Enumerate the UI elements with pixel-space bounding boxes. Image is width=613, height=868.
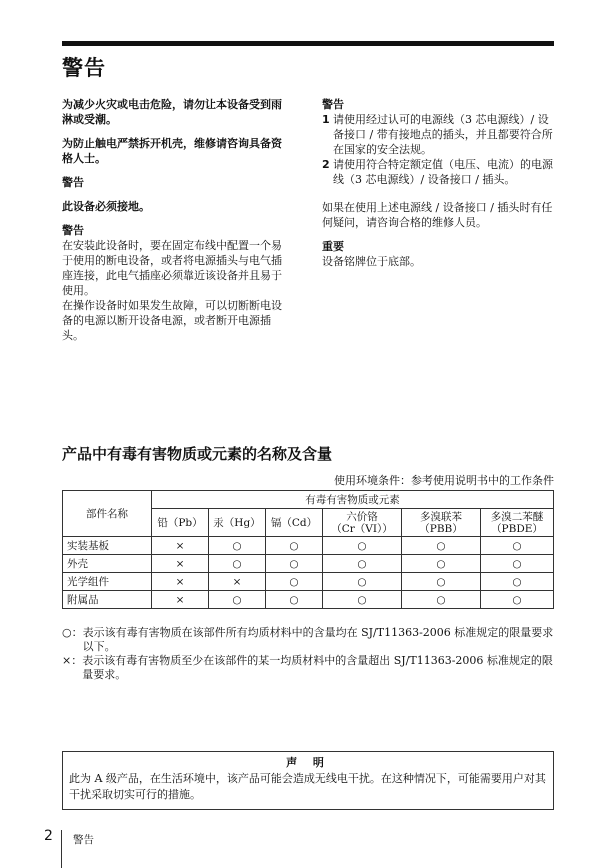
table-cell: ○ xyxy=(402,573,481,591)
table-cell: ○ xyxy=(266,591,323,609)
page-title: 警告 xyxy=(62,56,106,80)
column-header: 六价铬 （Cr（VI）） xyxy=(323,509,402,537)
table-cell: ○ xyxy=(209,591,266,609)
table-row xyxy=(63,573,554,591)
column-header: 多溴联苯 （PBB） xyxy=(402,509,481,537)
part-name-cell: 光学组件 xyxy=(63,573,152,591)
table-cell: ○ xyxy=(323,573,402,591)
rain-warning-text: 为减少火灾或电击危险，请勿让本设备受到雨淋或受潮。 xyxy=(62,98,282,126)
list-item-number: 2 xyxy=(322,158,330,171)
part-name-cell: 实装基板 xyxy=(63,537,152,555)
table-cell: × xyxy=(209,573,266,591)
list-item xyxy=(322,157,554,187)
part-name-cell: 附属品 xyxy=(63,591,152,609)
footer-divider xyxy=(61,830,62,868)
warning-heading-2: 警告 xyxy=(62,224,84,237)
question-text: 如果在使用上述电源线 / 设备接口 / 插头时有任何疑问，请咨询合格的维修人员。 xyxy=(322,201,553,229)
table-cell: × xyxy=(152,537,209,555)
table-row xyxy=(63,591,554,609)
table-cell: ○ xyxy=(266,555,323,573)
table-cell: ○ xyxy=(402,555,481,573)
table-row xyxy=(63,555,554,573)
table-cell: × xyxy=(152,555,209,573)
footer-label: 警告 xyxy=(73,834,94,846)
part-name-header: 部件名称 xyxy=(63,491,152,537)
table-cell: ○ xyxy=(402,537,481,555)
table-cell: ○ xyxy=(209,555,266,573)
note-item xyxy=(62,626,554,654)
table-cell: ○ xyxy=(481,537,554,555)
column-header: 铅（Pb） xyxy=(152,509,209,537)
right-column xyxy=(322,97,554,269)
table-cell: ○ xyxy=(481,591,554,609)
statement-box xyxy=(62,751,554,810)
list-item-text: 请使用符合特定额定值（电压、电流）的电源线（3 芯电源线）/ 设备接口 / 插头。 xyxy=(333,158,553,186)
malfunction-text: 在操作设备时如果发生故障，可以切断断电设备的电源以断开设备电源，或者断开电源插头。 xyxy=(62,299,282,342)
env-conditions: 使用环境条件：参考使用说明书中的工作条件 xyxy=(334,474,554,487)
table-cell: ○ xyxy=(481,573,554,591)
circle-symbol: ○： xyxy=(62,626,83,639)
table-cell: × xyxy=(152,591,209,609)
cross-symbol: ×： xyxy=(62,654,83,667)
column-header: 多溴二苯醚 （PBDE） xyxy=(481,509,554,537)
substances-group-header: 有毒有害物质或元素 xyxy=(152,491,554,509)
important-text: 设备铭牌位于底部。 xyxy=(322,255,421,268)
table-cell: ○ xyxy=(266,573,323,591)
table-cell: ○ xyxy=(323,537,402,555)
table-cell: ○ xyxy=(402,591,481,609)
installation-text: 在安装此设备时，要在固定布线中配置一个易于使用的断电设备，或者将电源插头与电气插座连接，此电气插座必须靠近该设备并且易于使用。 xyxy=(62,239,282,297)
grounding-text: 此设备必须接地。 xyxy=(62,200,150,213)
section-title: 产品中有毒有害物质或元素的名称及含量 xyxy=(62,445,333,463)
hazardous-substances-table xyxy=(62,490,554,609)
table-cell: ○ xyxy=(209,537,266,555)
table-cell: ○ xyxy=(323,591,402,609)
list-item-text: 请使用经过认可的电源线（3 芯电源线）/ 设备接口 / 带有接地点的插头，并且都要符合所在国家的安全法规。 xyxy=(333,113,553,156)
shock-warning-text: 为防止触电严禁拆开机壳，维修请咨询具备资格人士。 xyxy=(62,137,282,165)
table-row xyxy=(63,537,554,555)
important-heading: 重要 xyxy=(322,240,344,253)
column-header: 镉（Cd） xyxy=(266,509,323,537)
left-column xyxy=(62,97,288,343)
right-warning-heading: 警告 xyxy=(322,98,344,111)
table-cell: ○ xyxy=(266,537,323,555)
statement-body: 此为 A 级产品，在生活环境中，该产品可能会造成无线电干扰。在这种情况下，可能需要用户对其干扰采取切实可行的措施。 xyxy=(69,772,546,801)
warning-heading-1: 警告 xyxy=(62,176,84,189)
statement-title: 声 明 xyxy=(286,756,330,769)
note-text: 表示该有毒有害物质至少在该部件的某一均质材料中的含量超出 SJ/T11363-2006 标准规定的限量要求。 xyxy=(82,654,553,681)
table-cell: ○ xyxy=(323,555,402,573)
part-name-cell: 外壳 xyxy=(63,555,152,573)
note-item xyxy=(62,654,554,682)
page-number: 2 xyxy=(44,828,53,844)
list-item-number: 1 xyxy=(322,113,330,126)
list-item xyxy=(322,112,554,157)
title-rule xyxy=(62,41,554,46)
table-cell: × xyxy=(152,573,209,591)
table-cell: ○ xyxy=(481,555,554,573)
column-header: 汞（Hg） xyxy=(209,509,266,537)
note-text: 表示该有毒有害物质在该部件所有均质材料中的含量均在 SJ/T11363-2006 标准规定的限量要求以下。 xyxy=(82,626,554,653)
table-notes xyxy=(62,626,554,682)
